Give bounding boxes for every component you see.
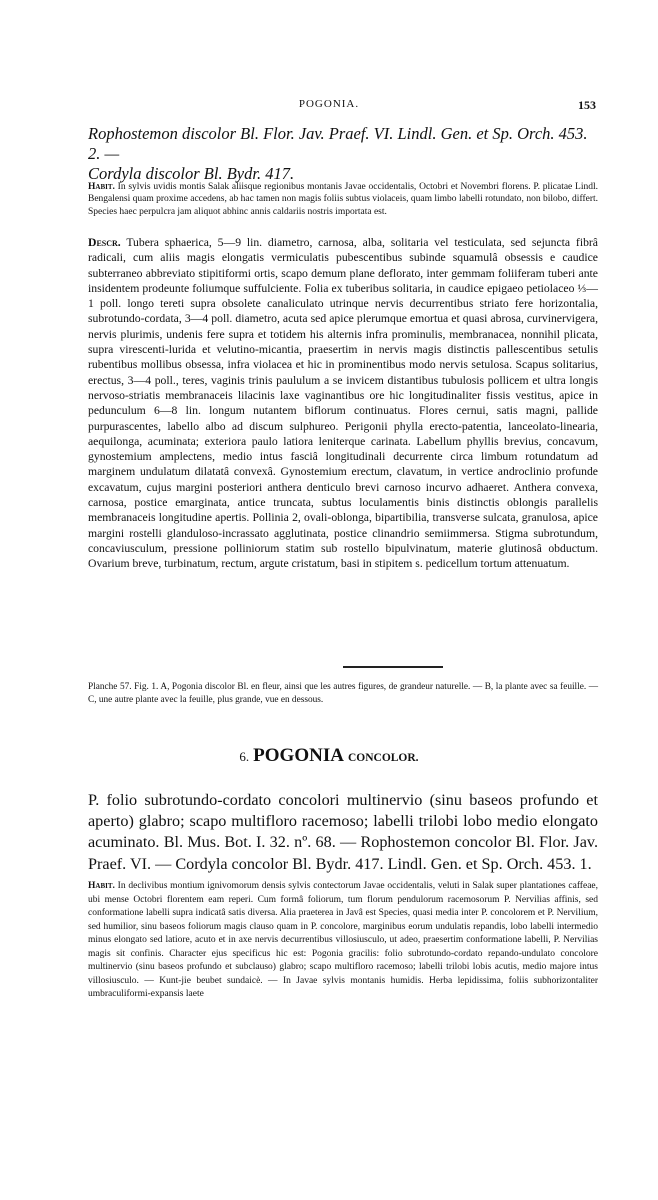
diagnosis-text: P. folio subrotundo-cordato concolori multinervio (sinu baseos profundo et aperto) glabro; scapo multifloro racemoso; labelli trilobi lobo medio elongato acuminato. Bl. Mus. Bot. I. 32. nº. 68. — Rophostemon concolor Bl. Flor. Jav. Praef. VI. — Cordyla concolor Bl. Bydr. 417. Lindl. Gen. et Sp. Orch. 453. 1. bbox=[88, 791, 598, 873]
species-epithet: CONCOLOR. bbox=[347, 752, 419, 764]
habitat-text: In declivibus montium ignivomorum densis sylvis contectorum Javae occidentalis, veluti in Salak super plantationes caffeae, ubi mense Octobri florentem eam reperi. Cum formâ foliorum, tum florum pendulorum racemosorum P. Nervilias affinis, sed conformatione labelli supra indicatâ satis diversa. Alia praeterea in Javâ est Species, quasi media inter P. concolorem et P. Nervilium, sed humilior, sinu baseos foliorum magis clauso quam in P. concolore, marginibus eorum undulatis repandis, lobo labelli intermedio minus elongato sed latiore, acuto et in axe nervis decurrentibus villosiusculo, ut adeo, praesertim conformatione labelli, P. Nervilias magis sit confinis. Character ejus specificus hic est: Pogonia gracilis: folio subrotundo-cordato repando-undulato concolore multinervio (sinu baseos profundo et subclauso) glabro; scapo multifloro racemoso; labelli trilobi lobis acutis, medio majore intus villosiusculo. — Kunt-jie beubet sundaicè. — In Javae sylvis montanis humidis. Herba lepidissima, foliis subhorizontaliter umbraculiformi-expansis laete bbox=[88, 881, 598, 999]
plate-caption-text: Planche 57. Fig. 1. A, Pogonia discolor Bl. en fleur, ainsi que les autres figures, de grandeur naturelle. — B, la plante avec sa feuille. — C, une autre plante avec la feuille, plus grande, vue en dessous. bbox=[88, 682, 598, 705]
synonymy-line-1: Rophostemon discolor Bl. Flor. Jav. Praef. VI. Lindl. Gen. et Sp. Orch. 453. 2. — bbox=[88, 124, 588, 163]
habitat-text: In sylvis uvidis montis Salak aliisque regionibus montanis Javae occidentalis, Octobri et Novembri florens. P. plicatae Lindl. Bengalensi quam proxime accedens, ab hac tamen non magis foliis subtus violaceis, quam limbo labelli rotundato, non bilobo, differt. Species haec perpulcra jam aliquot abhinc annis caldariis nostris importata est. bbox=[88, 182, 599, 217]
plate-caption bbox=[88, 681, 598, 706]
section-divider bbox=[343, 666, 443, 668]
species-number: 6. bbox=[239, 749, 250, 764]
habitat-label: Habit. bbox=[88, 182, 115, 192]
description-label: Descr. bbox=[88, 236, 121, 249]
page-number: 153 bbox=[578, 98, 596, 112]
description-text: Tubera sphaerica, 5—9 lin. diametro, carnosa, alba, solitaria vel testiculata, sed sejuncta fibrâ radicali, cum aliis magis elongatis vermiculatis pubescentibus subinde squamulâ obsessis e caudice subterraneo abbreviato stipitiformi ortis, scapo demum plane deflorato, inter gemmam foliiferam tuberi ante insidentem prodeunte foliumque suffulciente. Folia ex tuberibus solitaria, in caudice epigaeo petiolaceo ⅓—1 poll. longo tereti supra obsolete canaliculato utrinque nervis decurrentibus striato fere horizontalia, subrotundo-cordata, 3—4 poll. diametro, acuta sed apice plerumque emortua et quasi abrosa, curvinervigera, nervis plurimis, undenis fere supra et totidem his alternis infra prominulis, membranacea, nonnihil plicata, supra virescenti-lurida et velutino-micantia, praesertim in nervis magis distinctis pallescentibus setulis rubentibus mollibus obsessa, infra violacea et hic in prominentibus modo nervis setulosa. Scapus solitarius, erectus, 3—4 poll., teres, vaginis trinis paululum a se invicem distantibus tubulosis pollicem et ultra longis nervoso-striatis membranaceis lilacinis laxe vaginantibus ore hic longitudinaliter fissis vestitus, apice in pedunculum 6—8 lin. longum nutantem biflorum continuatus. Flores cernui, satis magni, pallide purpurascentes, labello albo ad discum sulphureo. Perigonii phylla erecto-patentia, lanceolato-linearia, aequilonga, acuminata; exteriora paulo latiora leniterque carinata. Labellum phyllis brevius, concavum, gynostemium amplectens, medio intus fasciâ longitudinali decurrente circa limbum rotundatum ad marginem undulatum dilatatâ convexâ. Gynostemium erectum, clavatum, in vertice androclinio profunde excavatum, cujus margini posteriori anthera denticulo brevi carnoso incurvo adhaeret. Anthera convexa, carnosa, postice emarginata, antice truncata, subtus loculamentis binis distinctis oblongis parallelis membranaceis longitudine apertis. Pollinia 2, ovali-oblonga, bipartibilia, transverse sulcata, granulosa, apice margini rostelli glanduloso-incrassato agglutinata, postice clinandrio semiimmersa. Stigma subrotundum, concaviusculum, pressione polliniorum statim sub rostello bipulvinatum, materie glutinosâ obductum. Ovarium breve, turbinatum, rectum, argute cristatum, basi in stipitem s. pedicellum tortum attenuatum. bbox=[88, 236, 598, 571]
habitat-label: Habit. bbox=[88, 881, 115, 891]
species-heading bbox=[0, 745, 658, 767]
diagnosis-paragraph bbox=[88, 790, 598, 875]
synonymy-line-2: Cordyla discolor Bl. Bydr. 417. bbox=[88, 164, 295, 183]
description-paragraph bbox=[88, 235, 598, 572]
habitat-paragraph-discolor bbox=[88, 181, 598, 218]
habitat-paragraph-concolor bbox=[88, 880, 598, 1002]
running-head-title: POGONIA. bbox=[298, 98, 360, 110]
synonymy-discolor bbox=[88, 124, 598, 184]
species-genus: POGONIA bbox=[253, 745, 344, 766]
running-head bbox=[0, 98, 658, 114]
